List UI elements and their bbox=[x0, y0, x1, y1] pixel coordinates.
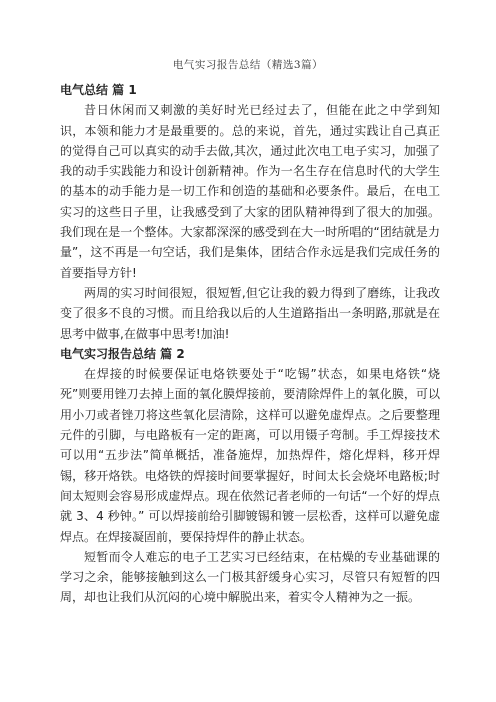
section-heading: 电气总结 篇 1 bbox=[60, 83, 137, 97]
section-heading: 电气实习报告总结 篇 2 bbox=[60, 346, 185, 361]
document-body bbox=[60, 80, 440, 608]
body-paragraph: 短暂而令人难忘的电子工艺实习已经结束，在枯燥的专业基础课的学习之余，能够接触到这么一门极其舒缓身心实习，尽管只有短暂的四周，却也让我们从沉闷的心境中解脱出来，着实令人精神为之一振。 bbox=[60, 549, 440, 605]
body-paragraph: 两周的实习时间很短，很短暂,但它让我的毅力得到了磨练，让我改变了很多不良的习惯。而且给我以后的人生道路指出一条明路,那就是在思考中做事,在做事中思考!加油! bbox=[60, 285, 440, 341]
body-paragraph: 昔日休闲而又刺激的美好时光已经过去了，但能在此之中学到知识，本领和能力才是最重要的。总的来说，首先，通过实践让自己真正的觉得自己可以真实的动手去做,其次，通过此次电工电子实习，加强了我的动手实践能力和设计创新精神。作为一名生存在信息时代的大学生的基本的动手能力是一切工作和创造的基础和必要条件。最后，在电工实习的这些日子里，让我感受到了大家的团队精神得到了很大的加强。我们现在是一个整体。大家都深深的感受到在大一时所唱的“团结就是力量”，这不再是一句空话，我们是集体，团结合作永远是我们完成任务的首要指导方针! bbox=[60, 103, 440, 280]
body-paragraph: 在焊接的时候要保证电烙铁要处于“吃锡”状态，如果电烙铁“烧死”则要用锉刀去掉上面的氧化膜焊接前，要清除焊件上的氧化膜，可以用小刀或者锉刀将这些氧化层清除，这样可以避免虚焊点。之后要整理元件的引脚，与电路板有一定的距离，可以用镊子弯制。手工焊接技术可以用“五步法”简单概括，准备施焊，加热焊件，熔化焊料，移开焊锡，移开烙铁。电烙铁的焊接时间要掌握好，时间太长会烧坏电路板;时间太短则会容易形成虚焊点。现在依然记者老师的一句话“一个好的焊点就 3、4 秒钟。” 可以焊接前给引脚镀锡和镀一层松香，这样可以避免虚焊点。在焊接凝固前，要保持焊件的静止状态。 bbox=[60, 367, 440, 544]
document-title: 电气实习报告总结（精选3篇） bbox=[172, 59, 324, 71]
